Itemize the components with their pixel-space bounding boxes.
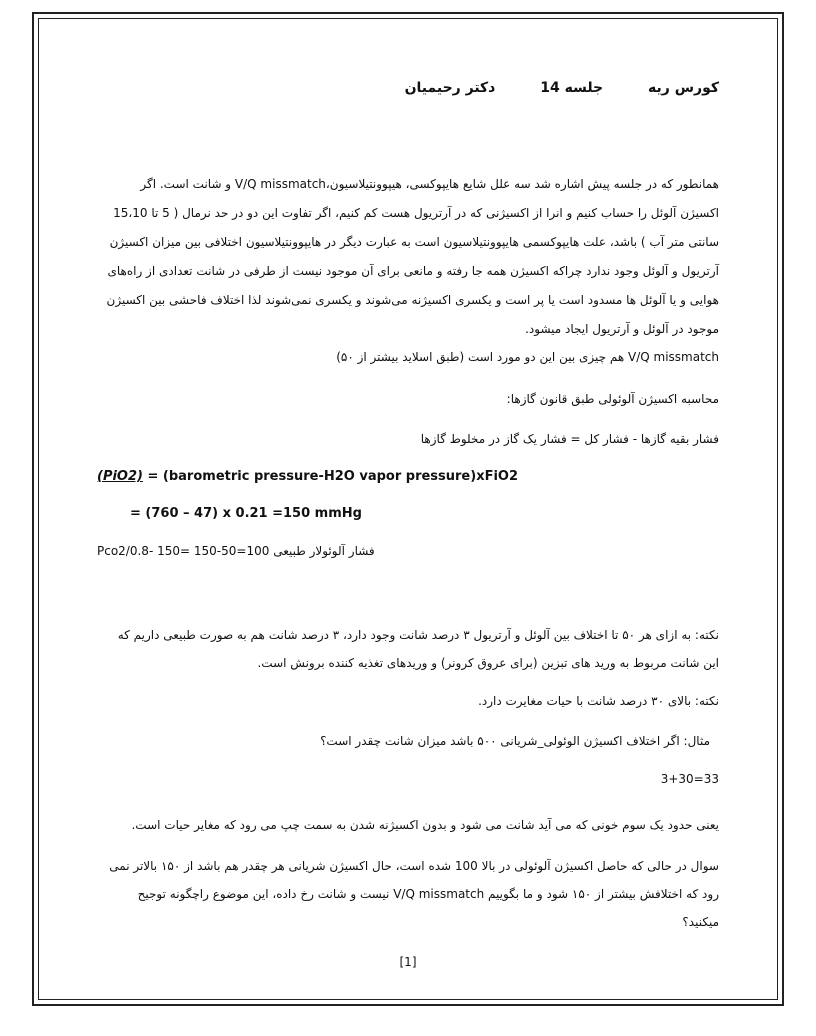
- paragraph-intro: همانطور که در جلسه پیش اشاره شد سه علل شایع هایپوکسی، هیپوونتیلاسیون،V/Q missmatch و شانت است. اگر اکسیژن آلوئل را حساب کنیم و انرا از اکسیژنی که در آرتریول هست کم کنیم، اگر تفاوت این دو در حد نرمال ( 5 تا 15،10 سانتی متر آب ) باشد، علت هایپوکسمی هایپوونتیلاسیون است به عبارت دیگر در هایپوونتیلاسیون اختلافی بین میزان اکسیژن آرتریول و آلوئل وجود ندارد چراکه اکسیژن همه جا رفته و مانعی برای آن موجود نیست از طرفی در شانت تعدادی از راه‌های هوایی و یا آلوئل ها مسدود است یا پر است و یکسری اکسیژنه می‌شوند و یکسری نمی‌شوند لذا اختلاف فاحشی بین اکسیژن موجود در آلوئل و آرتریول ایجاد میشود.: [106, 177, 719, 336]
- page-number: [1]: [399, 955, 417, 969]
- formula-pio2-rest: = (barometric pressure-H2O vapor pressure)xFiO2: [142, 469, 519, 484]
- paragraph-explanation: یعنی حدود یک سوم خونی که می آید شانت می شود و بدون اکسیژنه شدن به سمت چپ می رود که مغایر حیات است.: [131, 818, 719, 832]
- formula-calc: = (760 – 47) x 0.21 =150 mmHg: [130, 506, 362, 521]
- paragraph-example: مثال: اگر اختلاف اکسیژن الوئولی_شریانی ۵۰۰ باشد میزان شانت چقدر است؟: [320, 734, 710, 748]
- page-heading: [365, 80, 719, 96]
- formula-alveolar: فشار آلوئولار طبیعی 100=50-150 =Pco2/0.8- 150: [97, 544, 375, 558]
- paragraph-question: سوال در حالی که حاصل اکسیژن آلوئولی در بالا 100 شده است، حال اکسیژن شریانی هر چقدر هم باشد از ۱۵۰ بالاتر نمی رود که اختلافش بیشتر از ۱۵۰ شود و ما بگوییم V/Q missmatch نیست و شانت رخ داده، این موضوع راچگونه توجیح میکنید؟: [109, 859, 719, 929]
- heading-lecturer: دکتر رحیمیان: [404, 80, 496, 96]
- formula-pio2-label: (PiO2): [97, 469, 143, 484]
- paragraph-vq: V/Q missmatch هم چیزی بین این دو مورد است (طبق اسلاید بیشتر از ۵۰): [336, 350, 719, 364]
- paragraph-partial-pressure: فشار بقیه گازها - فشار کل = فشار یک گاز در مخلوط گازها: [420, 432, 719, 446]
- paragraph-answer: 33=3+30: [660, 772, 719, 786]
- paragraph-note-shunt: نکته: به ازای هر ۵۰ تا اختلاف بین آلوئل و آرتریول ۳ درصد شانت وجود دارد، ۳ درصد شانت هم به صورت طبیعی داریم که این شانت مربوط به ورید های تبزین (برای عروق کرونر) و وریدهای تغذیه کننده برونش است.: [117, 628, 719, 670]
- paragraph-gas-law: محاسبه اکسیژن آلوئولی طبق قانون گازها:: [506, 392, 719, 406]
- heading-session: جلسه 14: [540, 80, 604, 96]
- paragraph-note-30: نکته: بالای ۳۰ درصد شانت با حیات مغایرت دارد.: [478, 694, 719, 708]
- heading-course: کورس ریه: [648, 80, 719, 96]
- formula-pio2: [97, 469, 518, 484]
